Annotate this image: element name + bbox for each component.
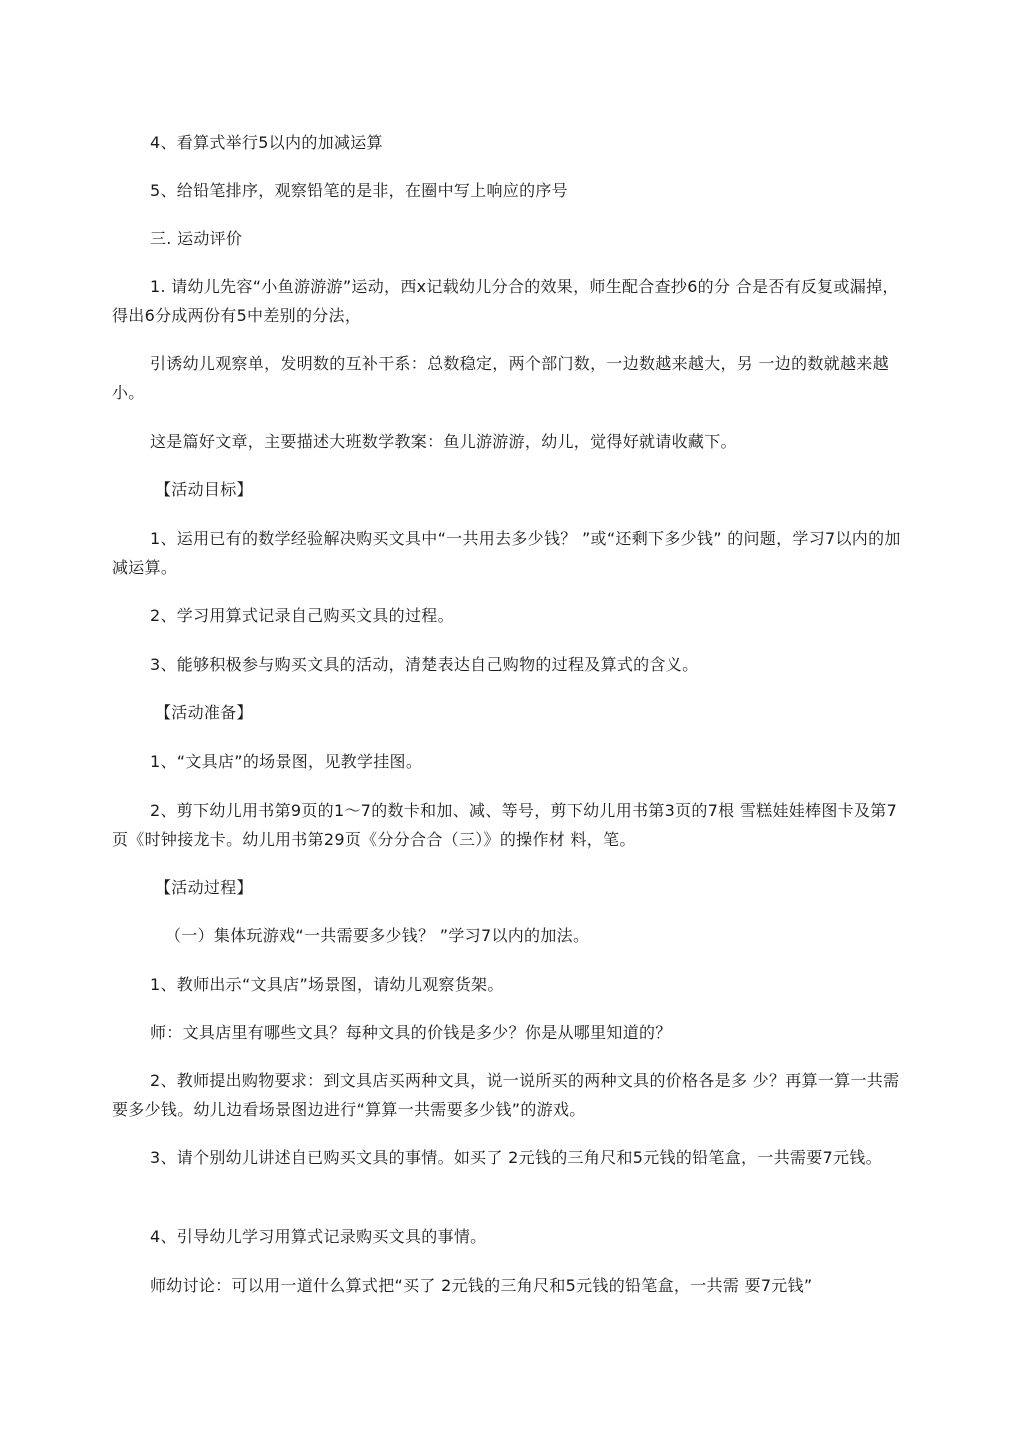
paragraph-discussion: 师幼讨论：可以用一道什么算式把“买了 2元钱的三角尺和5元钱的铅笔盒，一共需 要7元钱” [150, 1276, 813, 1295]
paragraph-step-5: 5、给铅笔排序，观察铅笔的是非，在圈中写上响应的序号 [150, 181, 568, 200]
paragraph-process-3: 3、请个别幼儿讲述自已购买文具的事情。如买了 2元钱的三角尺和5元钱的铅笔盒，一共需要7元钱。 [150, 1148, 882, 1167]
paragraph-process-2: 2、教师提出购物要求：到文具店买两种文具，说一说所买的两种文具的价格各是多 少？再算一算一共需要多少钱。幼儿边看场景图边进行“算算一共需要多少钱”的游戏。 [112, 1071, 900, 1119]
heading-activity-preparation: 【活动准备】 [155, 703, 253, 722]
paragraph-evaluation-1: 1. 请幼儿先容“小鱼游游游”运动，西x记载幼儿分合的效果，师生配合查抄6的分 合是否有反复或漏掉，得出6分成两份有5中差别的分法， [112, 277, 899, 325]
paragraph-goal-2: 2、学习用算式记录自己购买文具的过程。 [150, 606, 454, 625]
paragraph-prep-1: 1、“文具店”的场景图，见教学挂图。 [150, 752, 423, 771]
paragraph-guide-observe: 引诱幼儿观察单，发明数的互补干系：总数稳定，两个部门数，一边数越来越大，另 一边的数就越来越小。 [112, 354, 889, 402]
paragraph-article-note: 这是篇好文章，主要描述大班数学教案：鱼儿游游游，幼儿，觉得好就请收藏下。 [150, 432, 737, 451]
heading-activity-goals: 【活动目标】 [155, 480, 253, 499]
paragraph-process-1: 1、教师出示“文具店”场景图，请幼儿观察货架。 [150, 975, 504, 994]
paragraph-goal-1: 1、运用已有的数学经验解决购买文具中“一共用去多少钱？ ”或“还剩下多少钱” 的问题，学习7以内的加减运算。 [112, 529, 901, 577]
paragraph-teacher-question: 师：文具店里有哪些文具？每种文具的价钱是多少？你是从哪里知道的？ [150, 1023, 672, 1042]
paragraph-step-4: 4、看算式举行5以内的加减运算 [150, 133, 383, 152]
paragraph-process-4: 4、引导幼儿学习用算式记录购买文具的事情。 [150, 1227, 487, 1246]
paragraph-prep-2: 2、剪下幼儿用书第9页的1～7的数卡和加、减、等号，剪下幼儿用书第3页的7根 雪糕娃娃棒图卡及第7页《时钟接龙卡。幼儿用书第29页《分分合合（三）》的操作材 料，笔。 [112, 801, 898, 849]
paragraph-process-part-1: （一）集体玩游戏“一共需要多少钱？ ”学习7以内的加法。 [165, 926, 590, 945]
paragraph-goal-3: 3、能够积极参与购买文具的活动，清楚表达自己购物的过程及算式的含义。 [150, 655, 699, 674]
heading-activity-evaluation: 三. 运动评价 [150, 229, 243, 248]
heading-activity-process: 【活动过程】 [155, 878, 253, 897]
